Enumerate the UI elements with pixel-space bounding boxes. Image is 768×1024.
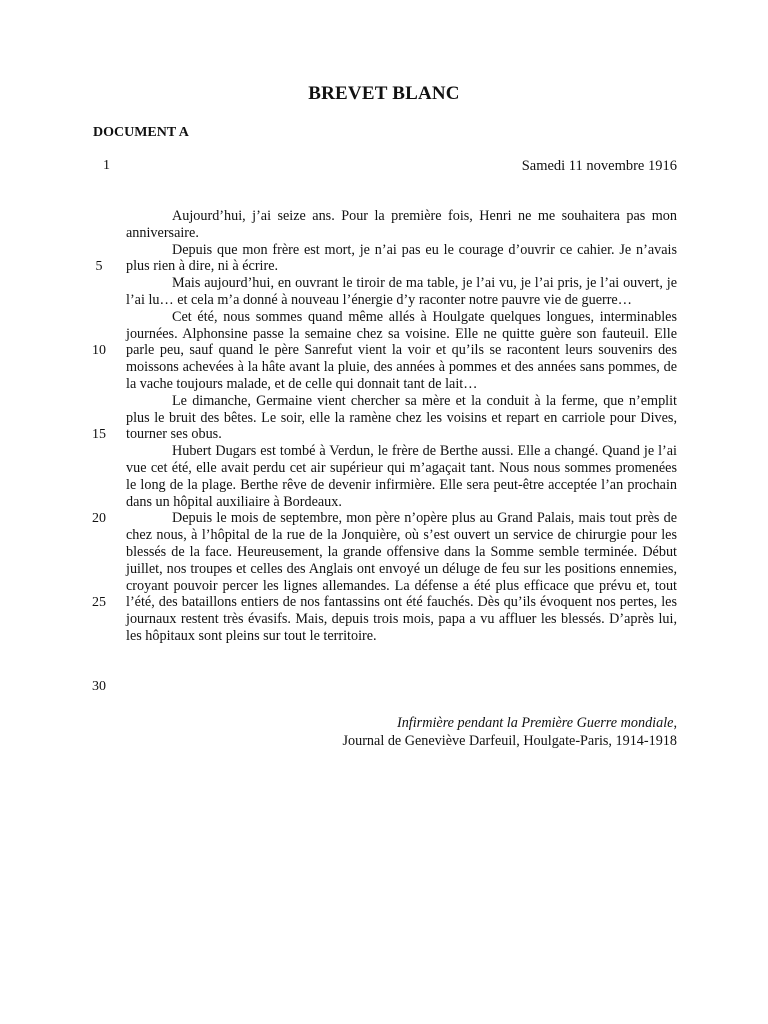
line-number-1: 1 — [103, 158, 110, 173]
source-citation — [343, 714, 678, 750]
line-number-25: 25 — [92, 595, 106, 610]
source-book-title: Infirmière pendant la Première Guerre mondiale — [396, 715, 674, 731]
paragraph: Le dimanche, Germaine vient chercher sa mère et la conduit à la ferme, que n’emplit plus le bruit des bêtes. Le soir, elle la ramène chez les voisins et repart en carriole pour Dives, tourner ses obus. — [126, 392, 677, 443]
line-number-20: 20 — [92, 511, 106, 526]
paragraph: Depuis le mois de septembre, mon père n’opère plus au Grand Palais, mais tout près de chez nous, à l’hôpital de la rue de la Jonquière, où s’est ouvert un service de chirurgie pour les blessés de la face. Heureusement, la grande offensive dans la Somme semble terminée. Début juillet, nos troupes et celles des Anglais ont envoyé un déluge de feu sur les positions ennemies, croyant pouvoir percer les lignes allemandes. La défense a été plus efficace que prévu et, tout l’été, des bataillons entiers de nos fantassins ont été fauchés. Dès qu’ils évoquent nos pertes, les journaux restent très évasifs. Mais, depuis trois mois, papa a vu affluer les blessés. D’après lui, les hôpitaux sont pleins sur tout le territoire. — [126, 510, 677, 644]
line-number-10: 10 — [92, 343, 106, 358]
paragraph: Mais aujourd’hui, en ouvrant le tiroir de ma table, je l’ai vu, je l’ai pris, je l’ai ouvert, je l’ai lu… et cela m’a donné à nouveau l’énergie d’y raconter notre pauvre vie de guerre… — [126, 275, 677, 308]
paragraph: Aujourd’hui, j’ai seize ans. Pour la première fois, Henri ne me souhaitera pas mon anniversaire. — [126, 208, 677, 241]
document-body — [126, 208, 677, 645]
paragraph: Cet été, nous sommes quand même allés à Houlgate quelques longues, interminables journées. Alphonsine passe la semaine chez sa voisine. Elle ne quitte guère son fauteuil. Elle parle peu, sauf quand le père Sanrefut vient la voir et qu’ils se racontent leurs souvenirs des moissons achevées à la hâte avant la pluie, des années à pommes et des années sans pommes, de la vache toujours malade, et de celle qui donnait tant de lait… — [126, 308, 677, 392]
line-number-5: 5 — [95, 259, 103, 274]
document-label: DOCUMENT A — [93, 125, 189, 140]
paragraph: Depuis que mon frère est mort, je n’ai pas eu le courage d’ouvrir ce cahier. Je n’avais plus rien à dire, ni à écrire. — [126, 241, 677, 275]
line-number-30: 30 — [92, 679, 106, 694]
line-number-15: 15 — [92, 427, 106, 442]
source-comma: , — [673, 715, 677, 731]
paragraph: Hubert Dugars est tombé à Verdun, le frère de Berthe aussi. Elle a changé. Quand je l’ai vue cet été, elle avait perdu cet air supérieur qui m’agaçait tant. Nous nous sommes promenées le long de la plage. Berthe rêve de devenir infirmière. Elle sera peut-être acceptée l’an prochain dans un hôpital auxiliaire à Bordeaux. — [126, 443, 677, 510]
page-title: BREVET BLANC — [308, 83, 460, 104]
source-details: Journal de Geneviève Darfeuil, Houlgate-Paris, 1914-1918 — [342, 733, 677, 749]
diary-date: Samedi 11 novembre 1916 — [521, 158, 677, 174]
